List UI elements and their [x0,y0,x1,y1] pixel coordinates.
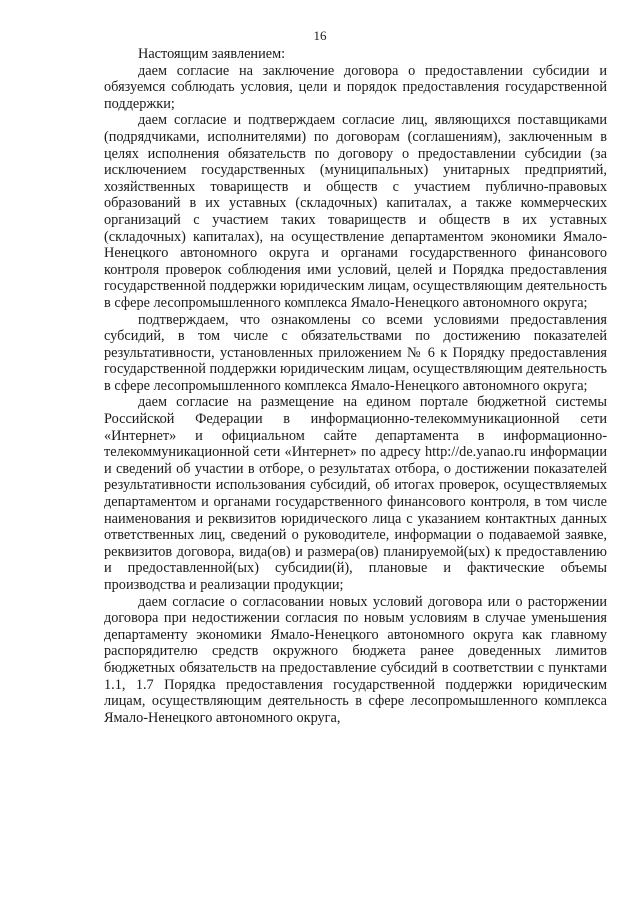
paragraph-consent-contract-changes: даем согласие о согласовании новых условий договора или о расторжении договора при недостижении согласия по новым условиям в случае уменьшения департаменту экономики Ямало-Ненецкого автономного округа как главному распорядителю средств окружного бюджета ранее доведенных лимитов бюджетных обязательств на предоставление субсидий в соответствии с пунктами 1.1, 1.7 Порядка предоставления государственной поддержки юридическим лицам, осуществляющим деятельность в сфере лесопромышленного комплекса Ямало-Ненецкого автономного округа, [104,593,607,726]
paragraph-consent-publication: даем согласие на размещение на едином портале бюджетной системы Российской Федерации в информационно-телекоммуникационной сети «Интернет» и официальном сайте департамента в информационно-телекоммуникационной сети «Интернет» по адресу http://de.yanao.ru информации и сведений об участии в отборе, о результатах отбора, о достижении показателей результативности использования субсидий, об итогах проверок, осуществляемых департаментом и органами государственного финансового контроля, в том числе наименования и реквизитов юридического лица с указанием контактных данных ответственных лиц, сведений о руководителе, информации о подаваемой заявке, реквизитов договора, вида(ов) и размера(ов) планируемой(ых) к предоставлению и предоставленной(ых) субсидии(й), плановые и фактические объемы производства и реализации продукции; [104,394,607,593]
paragraph-acknowledge-conditions: подтверждаем, что ознакомлены со всеми условиями предоставления субсидий, в том числе с обязательствами по достижению показателей результативности, установленных приложением № 6 к Порядку предоставления государственной поддержки юридическим лицам, осуществляющим деятельность в сфере лесопромышленного комплекса Ямало-Ненецкого автономного округа; [104,311,607,394]
paragraph-agreement-contract: даем согласие на заключение договора о предоставлении субсидии и обязуемся соблюдать условия, цели и порядок предоставления государственной поддержки; [104,62,607,112]
document-body [104,46,607,726]
intro-line: Настоящим заявлением: [138,46,286,62]
page-number: 16 [313,28,327,43]
paragraph-consent-inspections: даем согласие и подтверждаем согласие лиц, являющихся поставщиками (подрядчиками, исполнителями) по договорам (соглашениям), заключенным в целях исполнения обязательств по договору о предоставлении субсидии (за исключением государственных (муниципальных) унитарных предприятий, хозяйственных товариществ и обществ с участием публично-правовых образований в их уставных (складочных) капиталах, а также коммерческих организаций с участием таких товариществ и обществ в их уставных (складочных) капиталах), на осуществление департаментом экономики Ямало-Ненецкого автономного округа и органами государственного финансового контроля проверок соблюдения ими условий, целей и Порядка предоставления государственной поддержки юридическим лицам, осуществляющим деятельность в сфере лесопромышленного комплекса Ямало-Ненецкого автономного округа; [104,112,607,311]
